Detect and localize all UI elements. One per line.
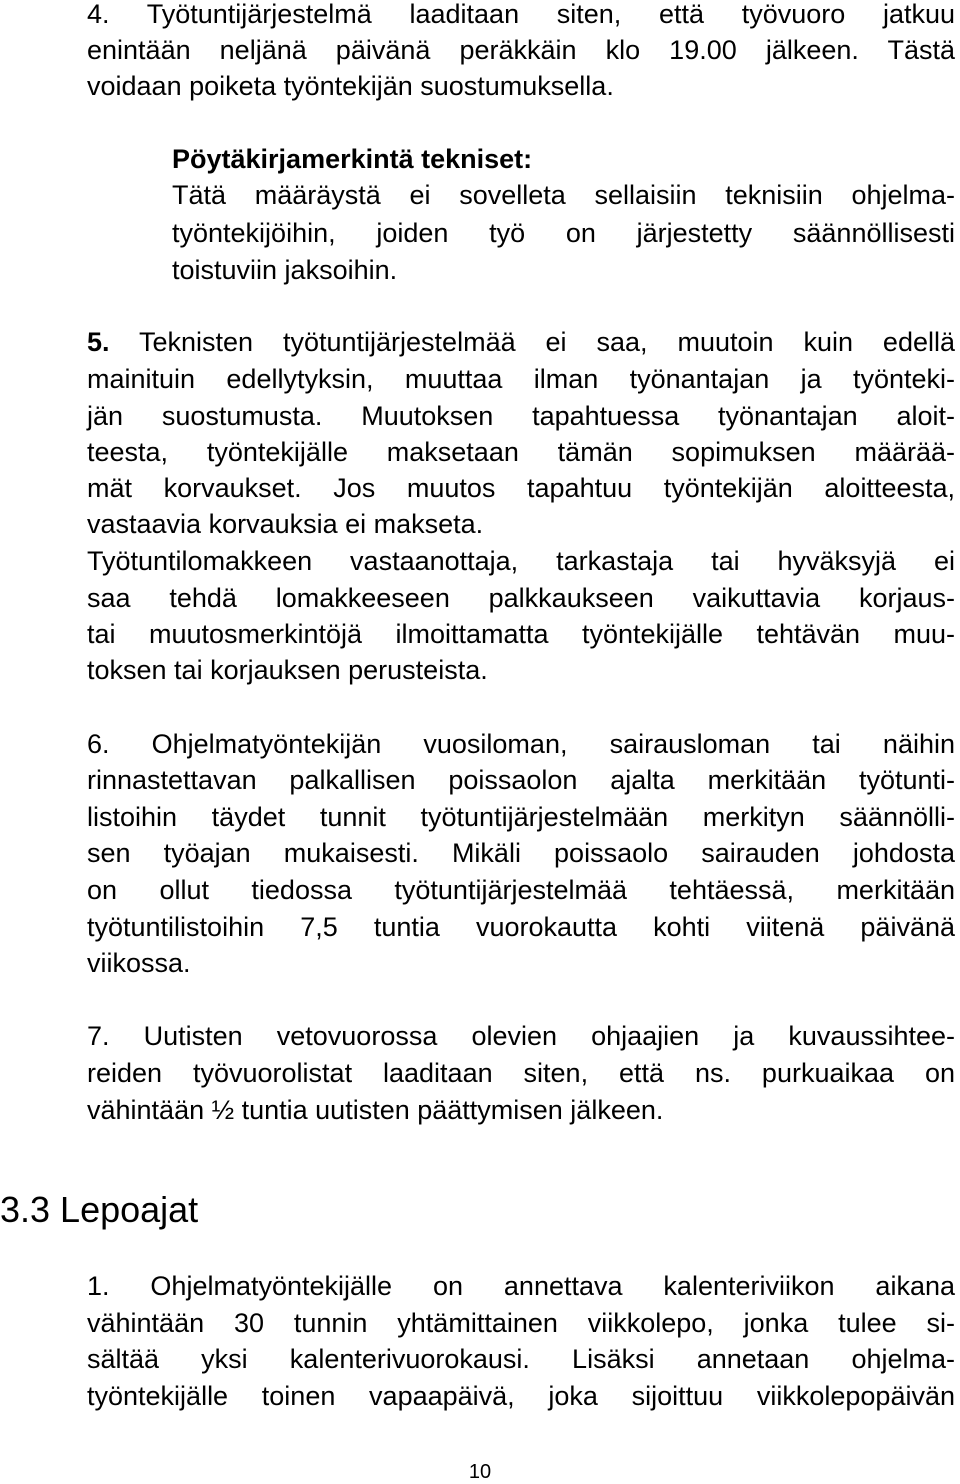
section-6-line-1: 6. Ohjelmatyöntekijän vuosiloman, sairausloman tai näihin: [87, 729, 955, 759]
section-7-line-1: 7. Uutisten vetovuorossa olevien ohjaajien ja kuvaussihtee-: [87, 1021, 955, 1051]
section-7-line-2: reiden työvuorolistat laaditaan siten, että ns. purkuaikaa on: [87, 1058, 955, 1088]
section-5-line-2: mainituin edellytyksin, muuttaa ilman työnantajan ja työnteki-: [87, 364, 955, 394]
section-5-line-10: toksen tai korjauksen perusteista.: [87, 655, 488, 685]
section-5-line-9: tai muutosmerkintöjä ilmoittamatta työntekijälle tehtävän muu-: [87, 619, 955, 649]
section-4-line-3: voidaan poiketa työntekijän suostumuksella.: [87, 71, 614, 101]
page-number: 10: [468, 1461, 492, 1483]
section-heading: 3.3 Lepoajat: [0, 1189, 199, 1230]
lepoajat-line-4: työntekijälle toinen vapaapäivä, joka sijoittuu viikkolepopäivän: [87, 1381, 955, 1411]
section-5-line-3: jän suostumusta. Muutoksen tapahtuessa työnantajan aloit-: [87, 401, 955, 431]
section-6-line-5: on ollut tiedossa työtuntijärjestelmää tehtäessä, merkitään: [87, 875, 955, 905]
section-5-line-6: vastaavia korvauksia ei makseta.: [87, 509, 484, 539]
section-6-line-2: rinnastettavan palkallisen poissaolon ajalta merkitään työtunti-: [87, 765, 955, 795]
section-5-line-5: mät korvaukset. Jos muutos tapahtuu työntekijän aloitteesta,: [87, 473, 955, 503]
section-5-line-8: saa tehdä lomakkeeseen palkkaukseen vaikuttavia korjaus-: [87, 583, 955, 613]
section-4-line-1: 4. Työtuntijärjestelmä laaditaan siten, että työvuoro jatkuu: [87, 0, 955, 29]
lepoajat-line-3: sältää yksi kalenterivuorokausi. Lisäksi annetaan ohjelma-: [87, 1344, 955, 1374]
section-5-line-4: teesta, työntekijälle maksetaan tämän sopimuksen määrää-: [87, 437, 955, 467]
note-line-3: toistuviin jaksoihin.: [172, 255, 398, 285]
section-7-line-3: vähintään ½ tuntia uutisten päättymisen jälkeen.: [87, 1095, 664, 1125]
note-title: Pöytäkirjamerkintä tekniset:: [172, 144, 533, 174]
note-line-1: Tätä määräystä ei sovelleta sellaisiin teknisiin ohjelma-: [172, 180, 955, 210]
section-5-line-1: [87, 324, 955, 360]
section-4-line-2: enintään neljänä päivänä peräkkäin klo 19.00 jälkeen. Tästä: [87, 35, 955, 65]
section-5-first-line-text: Teknisten työtuntijärjestelmää ei saa, muutoin kuin edellä: [138, 327, 955, 357]
note-line-2: työntekijöihin, joiden työ on järjestetty säännöllisesti: [172, 218, 955, 248]
lepoajat-line-1: 1. Ohjelmatyöntekijälle on annettava kalenteriviikon aikana: [87, 1271, 955, 1301]
lepoajat-line-2: vähintään 30 tunnin yhtämittainen viikkolepo, jonka tulee si-: [87, 1308, 955, 1338]
section-6-line-6: työtuntilistoihin 7,5 tuntia vuorokautta kohti viitenä päivänä: [87, 912, 955, 942]
section-5-line-7: Työtuntilomakkeen vastaanottaja, tarkastaja tai hyväksyjä ei: [87, 546, 955, 576]
section-6-line-4: sen työajan mukaisesti. Mikäli poissaolo sairauden johdosta: [87, 838, 955, 868]
section-6-line-3: listoihin täydet tunnit työtuntijärjestelmään merkityn säännölli-: [87, 802, 955, 832]
section-6-line-7: viikossa.: [87, 948, 191, 978]
section-5-number: 5.: [87, 327, 110, 357]
